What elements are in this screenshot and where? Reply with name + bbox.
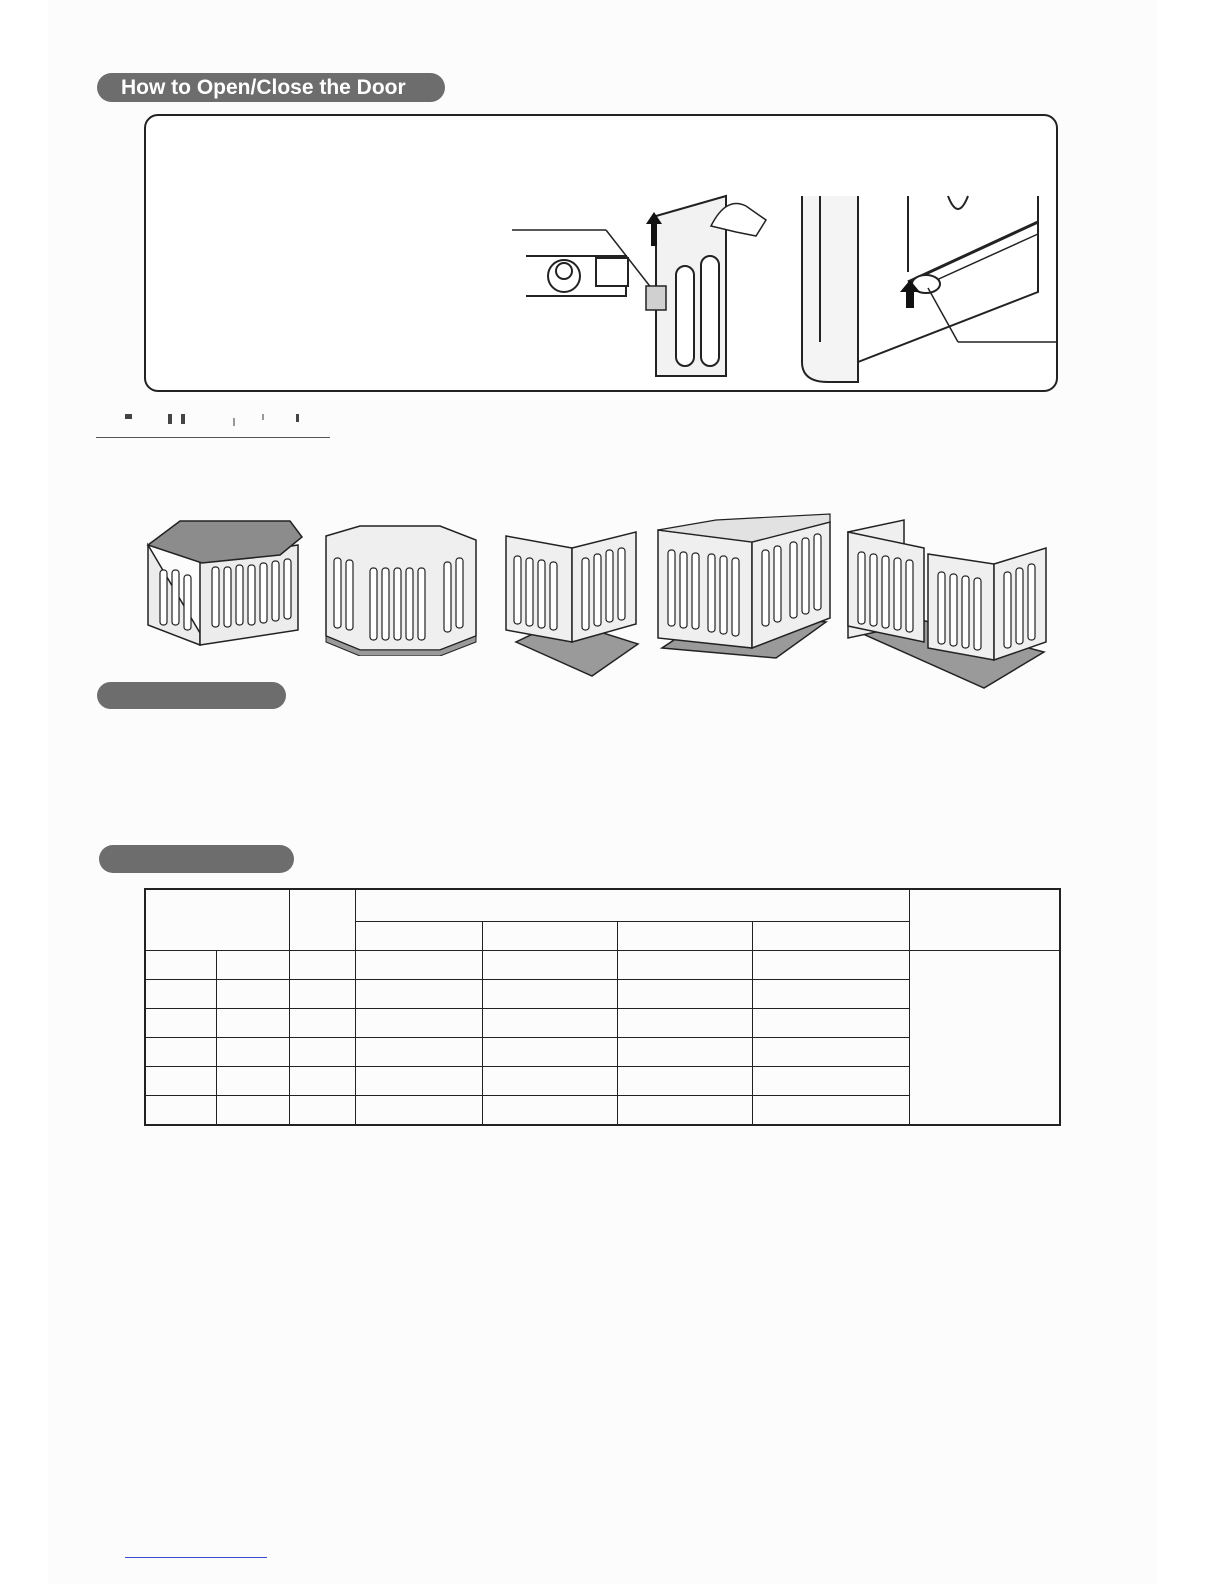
lock-slide-illustration	[798, 192, 1058, 392]
table-cell	[617, 1096, 752, 1126]
table-cell	[289, 951, 355, 980]
table-cell	[355, 951, 482, 980]
table-cell	[752, 1096, 909, 1126]
hexagon-open	[320, 518, 480, 656]
hexagon-with-roof	[140, 515, 305, 650]
table-cell	[355, 1096, 482, 1126]
table-cell	[752, 1009, 909, 1038]
subheading-underline	[96, 437, 330, 438]
table-header-cell	[145, 889, 289, 951]
table-cell	[482, 1096, 617, 1126]
table-cell	[216, 951, 289, 980]
faint-heading-mark	[181, 414, 185, 424]
table-header-cell	[909, 889, 1060, 951]
table-cell	[145, 951, 216, 980]
faint-heading-mark	[125, 414, 132, 419]
table-cell	[145, 1038, 216, 1067]
faint-heading-mark	[262, 414, 264, 420]
table-cell	[289, 1038, 355, 1067]
table-cell	[752, 1038, 909, 1067]
table-cell	[752, 951, 909, 980]
table-cell	[289, 1067, 355, 1096]
faint-heading-mark	[233, 418, 235, 426]
table-header-cell	[355, 889, 909, 921]
table-cell	[216, 1096, 289, 1126]
section-title-b	[97, 682, 286, 709]
table-cell	[752, 1067, 909, 1096]
table-cell	[145, 1009, 216, 1038]
table-cell	[289, 1009, 355, 1038]
table-cell	[216, 1009, 289, 1038]
table-cell	[482, 1009, 617, 1038]
table-cell	[145, 980, 216, 1009]
table-note-cell	[909, 951, 1060, 1126]
table-cell	[289, 980, 355, 1009]
table-cell	[617, 980, 752, 1009]
square-with-mat	[502, 520, 642, 680]
footer-link-underline[interactable]	[125, 1557, 267, 1558]
table-subheader-cell	[482, 921, 617, 950]
table-header-cell	[289, 889, 355, 951]
table-subheader-cell	[752, 921, 909, 950]
table-cell	[482, 1067, 617, 1096]
table-cell	[482, 1038, 617, 1067]
table-cell	[145, 1096, 216, 1126]
table-subheader-cell	[617, 921, 752, 950]
rectangle-with-mat	[656, 508, 834, 660]
table-cell	[617, 1038, 752, 1067]
section-title-door: How to Open/Close the Door	[97, 73, 445, 102]
table-cell	[145, 1067, 216, 1096]
table-cell	[617, 951, 752, 980]
latch-lift-illustration	[506, 176, 826, 386]
faint-heading-mark	[296, 414, 299, 422]
table-cell	[289, 1096, 355, 1126]
table-cell	[482, 951, 617, 980]
table-cell	[216, 980, 289, 1009]
table-cell	[752, 980, 909, 1009]
section-title-c	[99, 845, 294, 873]
table-cell	[355, 1038, 482, 1067]
table-row	[145, 951, 1060, 980]
table-cell	[355, 1009, 482, 1038]
table-cell	[482, 980, 617, 1009]
table-cell	[617, 1009, 752, 1038]
u-shape-with-mat	[844, 514, 1050, 692]
table-cell	[216, 1038, 289, 1067]
spec-table	[144, 888, 1061, 1126]
faint-heading-mark	[168, 414, 172, 424]
table-cell	[216, 1067, 289, 1096]
table-cell	[355, 980, 482, 1009]
door-instructions-box	[144, 114, 1058, 392]
table-subheader-cell	[355, 921, 482, 950]
table-cell	[617, 1067, 752, 1096]
table-cell	[355, 1067, 482, 1096]
